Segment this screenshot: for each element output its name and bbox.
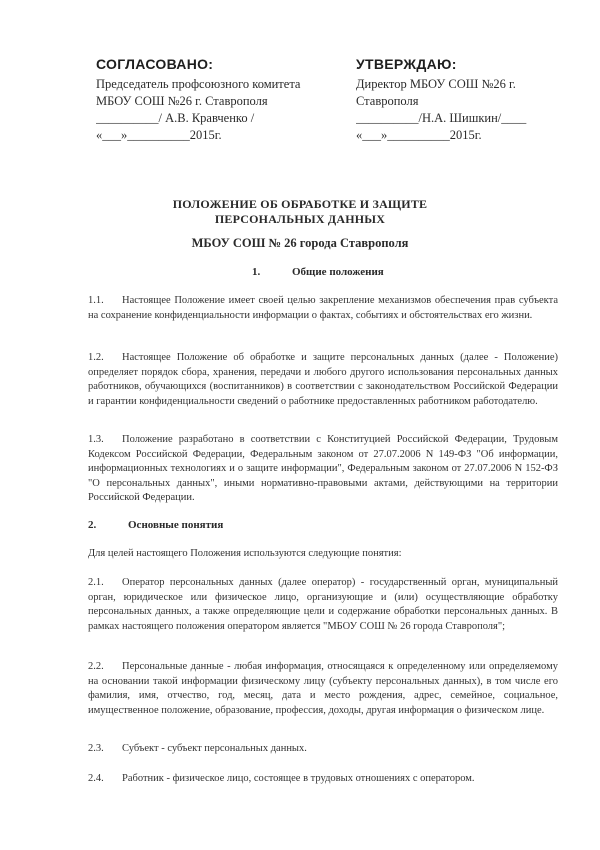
paragraph-text: Работник - физическое лицо, состоящее в трудовых отношениях с оператором.: [122, 773, 475, 784]
approved-signature: __________/Н.А. Шишкин/____: [356, 111, 527, 125]
paragraph-text: Оператор персональных данных (далее оператор) - государственный орган, муниципальный орган, юридическое или физическое лицо, организующие и (или) осуществляющие обработку персональных данных, а также определяющие цели и содержание обработки персональных данных. В рамках настоящего положения оператором является "МБОУ СОШ № 26 города Ставрополя";: [88, 577, 558, 632]
agreed-heading: СОГЛАСОВАНО:: [96, 56, 214, 72]
paragraph-text: Настоящее Положение об обработке и защите персональных данных (далее - Положение) определяет порядок сбора, хранения, передачи и любого другого использования персональных данных работников, обучающихся (воспитанников) в соответствии с законодательством Российской Федерации и гарантии конфиденциальности сведений о работнике предоставленных работником работодателю.: [88, 352, 558, 407]
section-title: Основные понятия: [128, 519, 224, 531]
paragraph-2-1: [88, 576, 558, 634]
section-2-intro: Для целей настоящего Положения используются следующие понятия:: [88, 548, 402, 559]
approved-position-line1: Директор МБОУ СОШ №26 г.: [356, 77, 516, 91]
paragraph-text: Настоящее Положение имеет своей целью закрепление механизмов обеспечения прав субъекта на сохранение конфиденциальности информации о фактах, событиях и обстоятельствах его жизни.: [88, 295, 558, 321]
agreed-position-line2: МБОУ СОШ №26 г. Ставрополя: [96, 94, 268, 108]
section-heading-1: [252, 266, 384, 278]
paragraph-number: 2.1.: [88, 577, 104, 588]
agreed-date: «___»__________2015г.: [96, 128, 222, 142]
document-subtitle: МБОУ СОШ № 26 города Ставрополя: [191, 236, 409, 250]
paragraph-number: 2.2.: [88, 661, 104, 672]
paragraph-1-3: [88, 433, 558, 506]
paragraph-text: Субъект - субъект персональных данных.: [122, 743, 307, 754]
document-title-line2: ПЕРСОНАЛЬНЫХ ДАННЫХ: [214, 212, 386, 226]
paragraph-2-4: [88, 772, 558, 787]
approved-date: «___»__________2015г.: [356, 128, 482, 142]
agreed-signature: __________/ А.В. Кравченко /: [96, 111, 255, 125]
paragraph-1-1: [88, 294, 558, 323]
section-heading-2: [88, 519, 223, 531]
paragraph-number: 2.3.: [88, 743, 104, 754]
paragraph-1-2: [88, 351, 558, 409]
paragraph-text: Положение разработано в соответствии с Конституцией Российской Федерации, Трудовым Кодексом Российской Федерации, Федеральным законом от 27.07.2006 N 149-ФЗ "Об информации, информационных технологиях и о защите информации", Федеральным законом от 27.07.2006 N 152-ФЗ "О персональных данных", иными нормативно-правовыми актами, действующими на территории Российской Федерации.: [88, 434, 558, 504]
document-title: [60, 197, 540, 227]
section-title: Общие положения: [292, 266, 384, 278]
paragraph-number: 2.4.: [88, 773, 104, 784]
section-number: 2.: [88, 519, 97, 531]
agreed-position-line1: Председатель профсоюзного комитета: [96, 77, 301, 91]
paragraph-number: 1.3.: [88, 434, 104, 445]
paragraph-text: Персональные данные - любая информация, относящаяся к определенному или определяемому на основании такой информации физическому лицу (субъекту персональных данных), в том числе его фамилия, имя, отчество, год, месяц, дата и место рождения, адрес, семейное, социальное, имущественное положение, образование, профессия, доходы, другая информация о физическом лице.: [88, 661, 558, 716]
paragraph-2-2: [88, 660, 558, 718]
paragraph-number: 1.1.: [88, 295, 104, 306]
approved-position-line2: Ставрополя: [356, 94, 419, 108]
section-number: 1.: [252, 266, 261, 278]
paragraph-2-3: [88, 742, 558, 757]
approval-block-approved: [356, 56, 556, 144]
approved-heading: УТВЕРЖДАЮ:: [356, 56, 457, 72]
approval-block-agreed: [96, 56, 306, 144]
paragraph-number: 1.2.: [88, 352, 104, 363]
document-title-line1: ПОЛОЖЕНИЕ ОБ ОБРАБОТКЕ И ЗАЩИТЕ: [172, 197, 428, 211]
